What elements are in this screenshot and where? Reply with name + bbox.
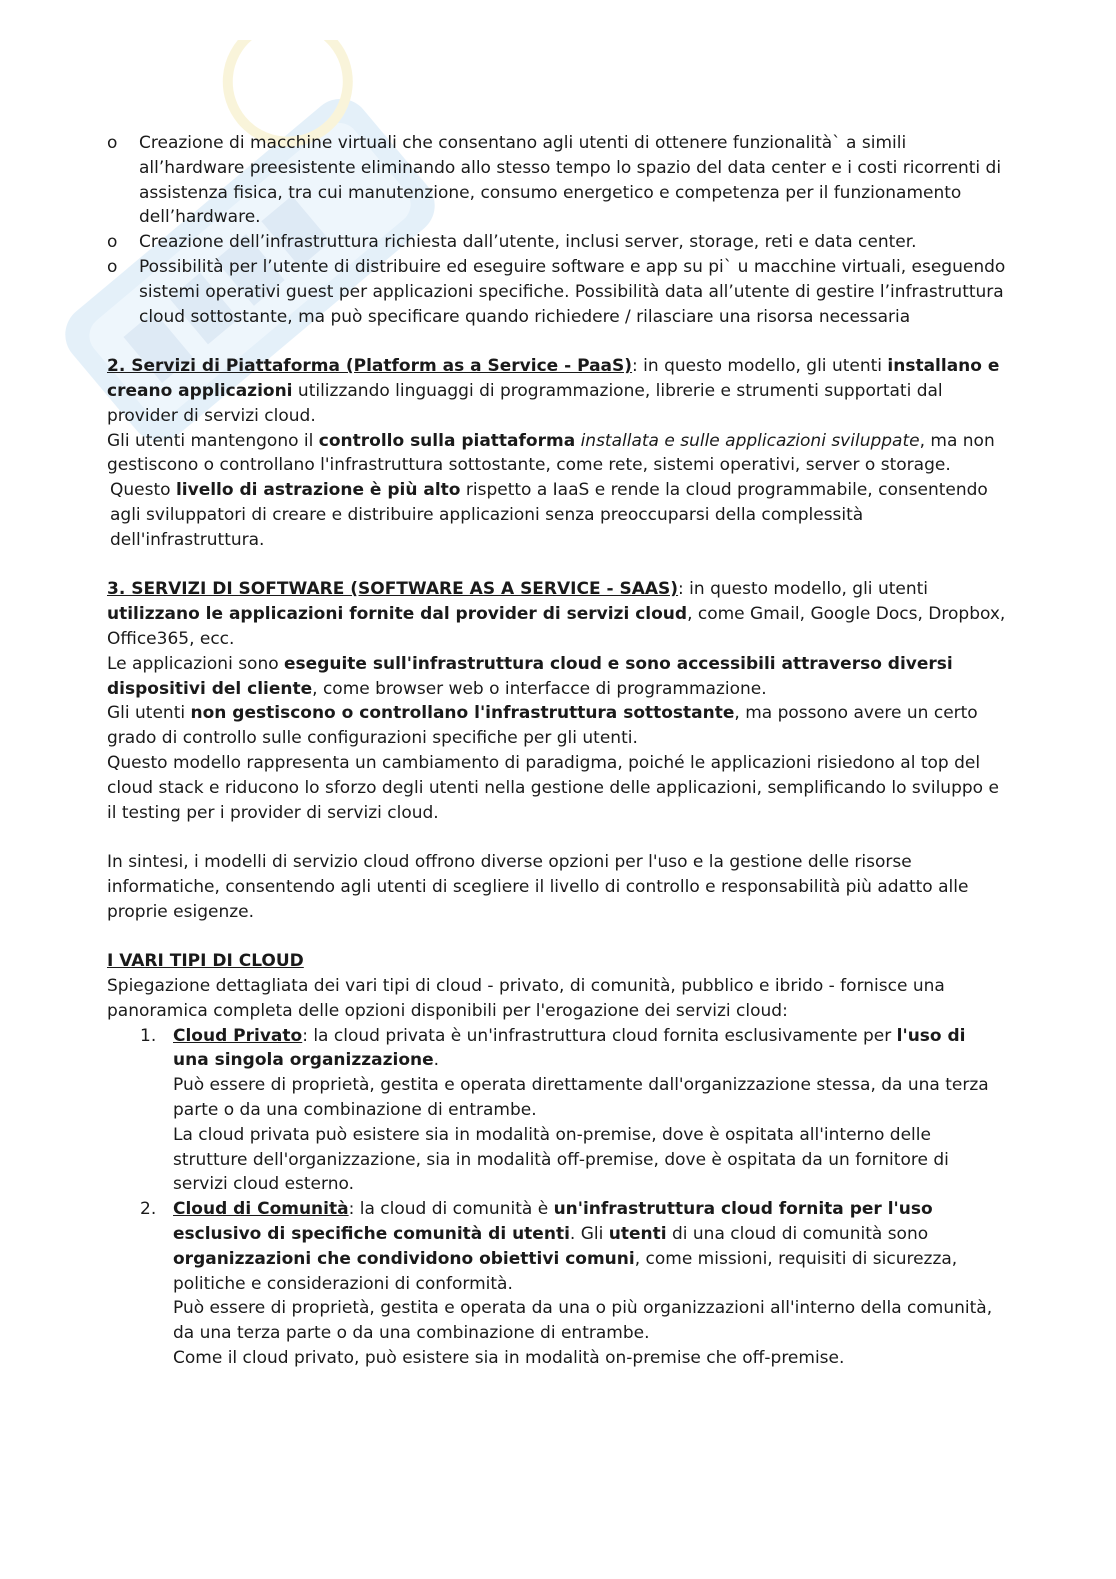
cloud-types-list <box>107 1024 1007 1371</box>
list-item: 2. Cloud di Comunità: la cloud di comunità è un'infrastruttura cloud fornita per l'uso esclusivo di specifiche comunità di utenti. Gli utenti di una cloud di comunità sono organizzazioni che condividono obiettivi comuni, come missioni, requisiti di sicurezza, politiche e considerazioni di conformità. Può essere di proprietà, gestita e operata da una o più organizzazioni all'interno della comunità, da una terza parte o da una combinazione di entrambe. Come il cloud privato, può esistere sia in modalità on-premise che off-premise. <box>140 1199 993 1369</box>
paas-paragraph-2: Gli utenti mantengono il controllo sulla piattaforma installata e sulle applicazioni sviluppate, ma non gestiscono o controllano l'infrastruttura sottostante, come rete, sistemi operativi, server o storage. <box>107 430 995 476</box>
list-item: o Possibilità per l’utente di distribuire ed eseguire software e app su pi` u macchine virtuali, eseguendo sistemi operativi guest per applicazioni specifiche. Possibilità data all’utente di gestire l’infrastruttura cloud sottostante, ma può specificare quando richiedere / rilasciare una risorsa necessaria <box>107 256 1006 327</box>
cloud-private-title: Cloud Privato <box>173 1025 303 1046</box>
bullet-marker: o <box>107 232 118 253</box>
bullet-marker: o <box>107 133 118 153</box>
list-item: o Creazione dell’infrastruttura richiesta dall’utente, inclusi server, storage, reti e data center. <box>107 230 1007 255</box>
document-page <box>107 131 1007 1371</box>
cloud-types-intro: Spiegazione dettagliata dei vari tipi di cloud - privato, di comunità, pubblico e ibrido - fornisce una panoramica completa delle opzioni disponibili per l'erogazione dei servizi cloud: <box>107 976 945 1021</box>
cloud-community-title: Cloud di Comunità <box>173 1199 349 1220</box>
cloud-types-heading: I VARI TIPI DI CLOUD <box>107 951 304 972</box>
saas-paragraph-4: Questo modello rappresenta un cambiamento di paradigma, poiché le applicazioni risiedono al top del cloud stack e riducono lo sforzo degli utenti nella gestione delle applicazioni, semplificando lo sviluppo e il testing per i provider di servizi cloud. <box>107 752 999 823</box>
saas-paragraph-2: Le applicazioni sono eseguite sull'infrastruttura cloud e sono accessibili attraverso diversi dispositivi del cliente, come browser web o interfacce di programmazione. <box>107 653 953 699</box>
bullet-marker: o <box>107 256 118 277</box>
paas-paragraph: 2. Servizi di Piattaforma (Platform as a Service - PaaS): in questo modello, gli utenti installano e creano applicazioni utilizzando linguaggi di programmazione, librerie e strumenti supportati dal provider di servizi cloud. <box>107 356 1000 426</box>
summary-paragraph: In sintesi, i modelli di servizio cloud offrono diverse opzioni per l'uso e la gestione delle risorse informatiche, consentendo agli utenti di scegliere il livello di controllo e responsabilità più adatto alle proprie esigenze. <box>107 852 969 922</box>
paas-paragraph-3: Questo livello di astrazione è più alto rispetto a IaaS e rende la cloud programmabile, consentendo agli sviluppatori di creare e distribuire applicazioni senza preoccuparsi della complessità dell'infrastruttura. <box>110 480 988 550</box>
saas-paragraph-3: Gli utenti non gestiscono o controllano l'infrastruttura sottostante, ma possono avere un certo grado di controllo sulle configurazioni specifiche per gli utenti. <box>107 703 978 749</box>
list-item: 1. Cloud Privato: la cloud privata è un'infrastruttura cloud fornita esclusivamente per l'uso di una singola organizzazione. Può essere di proprietà, gestita e operata direttamente dall'organizzazione stessa, da una terza parte o da una combinazione di entrambe. La cloud privata può esistere sia in modalità on-premise, dove è ospitata all'interno delle strutture dell'organizzazione, sia in modalità off-premise, dove è ospitata da un fornitore di servizi cloud esterno. <box>140 1025 989 1195</box>
feature-bullet-list <box>107 131 1007 329</box>
saas-heading: 3. SERVIZI DI SOFTWARE (SOFTWARE AS A SERVICE - SAAS) <box>107 579 679 600</box>
saas-paragraph: 3. SERVIZI DI SOFTWARE (SOFTWARE AS A SERVICE - SAAS): in questo modello, gli utenti utilizzano le applicazioni fornite dal provider di servizi cloud, come Gmail, Google Docs, Dropbox, Office365, ecc. <box>107 579 1006 649</box>
paas-heading: 2. Servizi di Piattaforma (Platform as a Service - PaaS) <box>107 356 633 377</box>
list-item: o Creazione di macchine virtuali che consentano agli utenti di ottenere funzionalità` a simili all’hardware preesistente eliminando allo stesso tempo lo spazio del data center e i costi ricorrenti di assistenza fisica, tra cui manutenzione, consumo energetico e competenza per il funzionamento dell’hardware. <box>107 133 1002 228</box>
